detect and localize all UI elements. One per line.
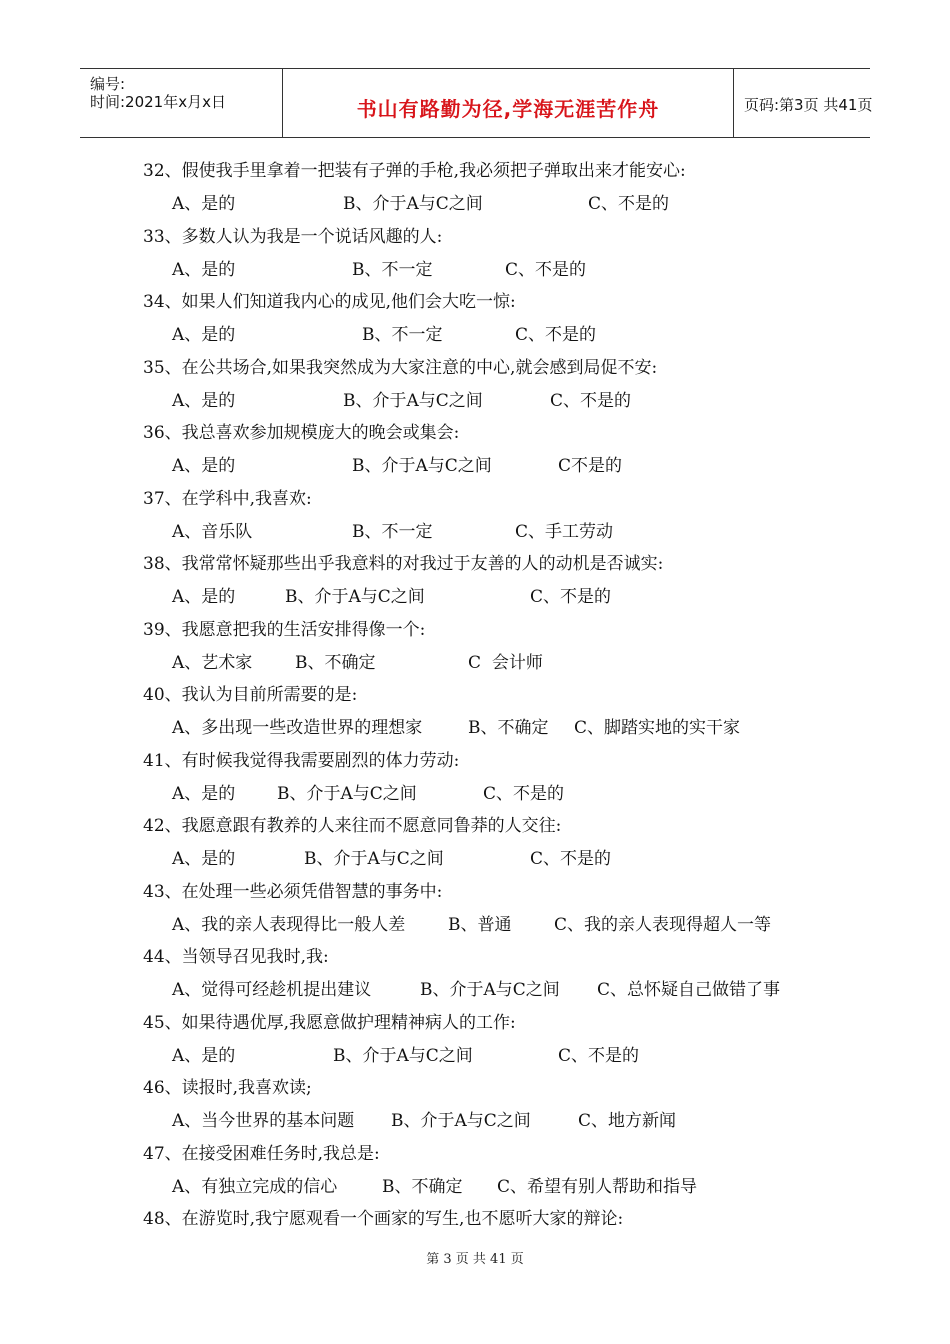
header-meta-cell [80, 69, 282, 137]
answer-option: A、觉得可经趁机提出建议 [172, 980, 372, 1000]
question-text: 45、如果待遇优厚,我愿意做护理精神病人的工作: [143, 1012, 516, 1033]
answer-option: B、介于A与C之间 [352, 456, 492, 476]
header-page-info: 页码:第3页 共41页 [744, 96, 873, 114]
answer-option: B、不一定 [352, 521, 433, 542]
question-text: 39、我愿意把我的生活安排得像一个: [143, 619, 426, 640]
answer-option: A、我的亲人表现得比一般人差 [172, 914, 406, 935]
answer-option: A、有独立完成的信心 [172, 1176, 338, 1197]
answer-option: B、介于A与C之间 [343, 390, 483, 411]
answer-option: A、当今世界的基本问题 [172, 1111, 355, 1131]
header-motto-cell [282, 69, 734, 137]
answer-option: C不是的 [558, 456, 623, 476]
question-text: 36、我总喜欢参加规模庞大的晚会或集会: [143, 423, 460, 443]
answer-option: C、不是的 [550, 390, 632, 411]
answer-option: C、脚踏实地的实干家 [574, 718, 741, 738]
answer-option: C、不是的 [483, 783, 565, 804]
answer-option: B、介于A与C之间 [391, 1111, 531, 1131]
question-text: 33、多数人认为我是一个说话风趣的人: [143, 226, 443, 247]
header-page-cell [734, 69, 873, 137]
question-text: 44、当领导召见我时,我: [143, 947, 329, 967]
answer-option: B、介于A与C之间 [277, 783, 417, 804]
question-text: 47、在接受困难任务时,我总是: [143, 1143, 380, 1164]
answer-option: B、介于A与C之间 [304, 849, 444, 869]
answer-option: C、我的亲人表现得超人一等 [554, 914, 772, 935]
motto-text: 书山有路勤为径,学海无涯苦作舟 [356, 97, 660, 121]
answer-option: B、介于A与C之间 [333, 1045, 473, 1066]
question-text: 32、假使我手里拿着一把装有子弹的手枪,我必须把子弹取出来才能安心: [143, 161, 686, 181]
answer-option: A、音乐队 [172, 521, 253, 542]
answer-option: B、普通 [448, 914, 512, 935]
answer-option: A、是的 [172, 194, 236, 214]
answer-option: A、是的 [172, 259, 236, 280]
answer-option: C、不是的 [530, 849, 612, 869]
question-text: 41、有时候我觉得我需要剧烈的体力劳动: [143, 750, 460, 771]
answer-option: B、不确定 [382, 1176, 463, 1197]
answer-option: A、是的 [172, 390, 236, 411]
question-text: 35、在公共场合,如果我突然成为大家注意的中心,就会感到局促不安: [143, 357, 658, 378]
answer-option: B、介于A与C之间 [285, 587, 425, 607]
question-text: 42、我愿意跟有教养的人来往而不愿意同鲁莽的人交往: [143, 816, 562, 836]
answer-option: A、是的 [172, 325, 236, 345]
answer-option: A、是的 [172, 849, 236, 869]
document-number-label: 编号: [90, 75, 126, 93]
document-date-label: 时间:2021年x月x日 [90, 93, 226, 111]
question-text: 43、在处理一些必须凭借智慧的事务中: [143, 881, 443, 902]
answer-option: C、手工劳动 [515, 521, 614, 542]
answer-option: C、地方新闻 [578, 1111, 677, 1131]
answer-option: C、希望有别人帮助和指导 [497, 1176, 698, 1197]
answer-option: A、多出现一些改造世界的理想家 [172, 718, 423, 738]
answer-option: A、艺术家 [172, 652, 253, 673]
answer-option: C、总怀疑自己做错了事 [597, 980, 781, 1000]
answer-option: C、不是的 [515, 325, 597, 345]
answer-option: C、不是的 [558, 1045, 640, 1066]
answer-option: B、不一定 [362, 325, 443, 345]
answer-option: A、是的 [172, 783, 236, 804]
answer-option: B、不确定 [468, 718, 549, 738]
question-text: 38、我常常怀疑那些出乎我意料的对我过于友善的人的动机是否诚实: [143, 554, 664, 574]
answer-option: C、不是的 [588, 194, 670, 214]
answer-option: B、不一定 [352, 259, 433, 280]
question-text: 34、如果人们知道我内心的成见,他们会大吃一惊: [143, 292, 516, 312]
answer-option: B、不确定 [295, 652, 376, 673]
page-header [80, 68, 873, 138]
answer-option: C、不是的 [505, 259, 587, 280]
question-text: 37、在学科中,我喜欢: [143, 488, 312, 509]
answer-option: A、是的 [172, 456, 236, 476]
question-text: 46、读报时,我喜欢读; [143, 1078, 312, 1098]
answer-option: B、介于A与C之间 [420, 980, 560, 1000]
answer-option: A、是的 [172, 1045, 236, 1066]
answer-option: C 会计师 [468, 652, 543, 673]
question-text: 48、在游览时,我宁愿观看一个画家的写生,也不愿听大家的辩论: [143, 1209, 624, 1229]
question-text: 40、我认为目前所需要的是: [143, 685, 358, 705]
answer-option: C、不是的 [530, 587, 612, 607]
answer-option: B、介于A与C之间 [343, 194, 483, 214]
page-footer: 第 3 页 共 41 页 [426, 1252, 524, 1267]
answer-option: A、是的 [172, 587, 236, 607]
